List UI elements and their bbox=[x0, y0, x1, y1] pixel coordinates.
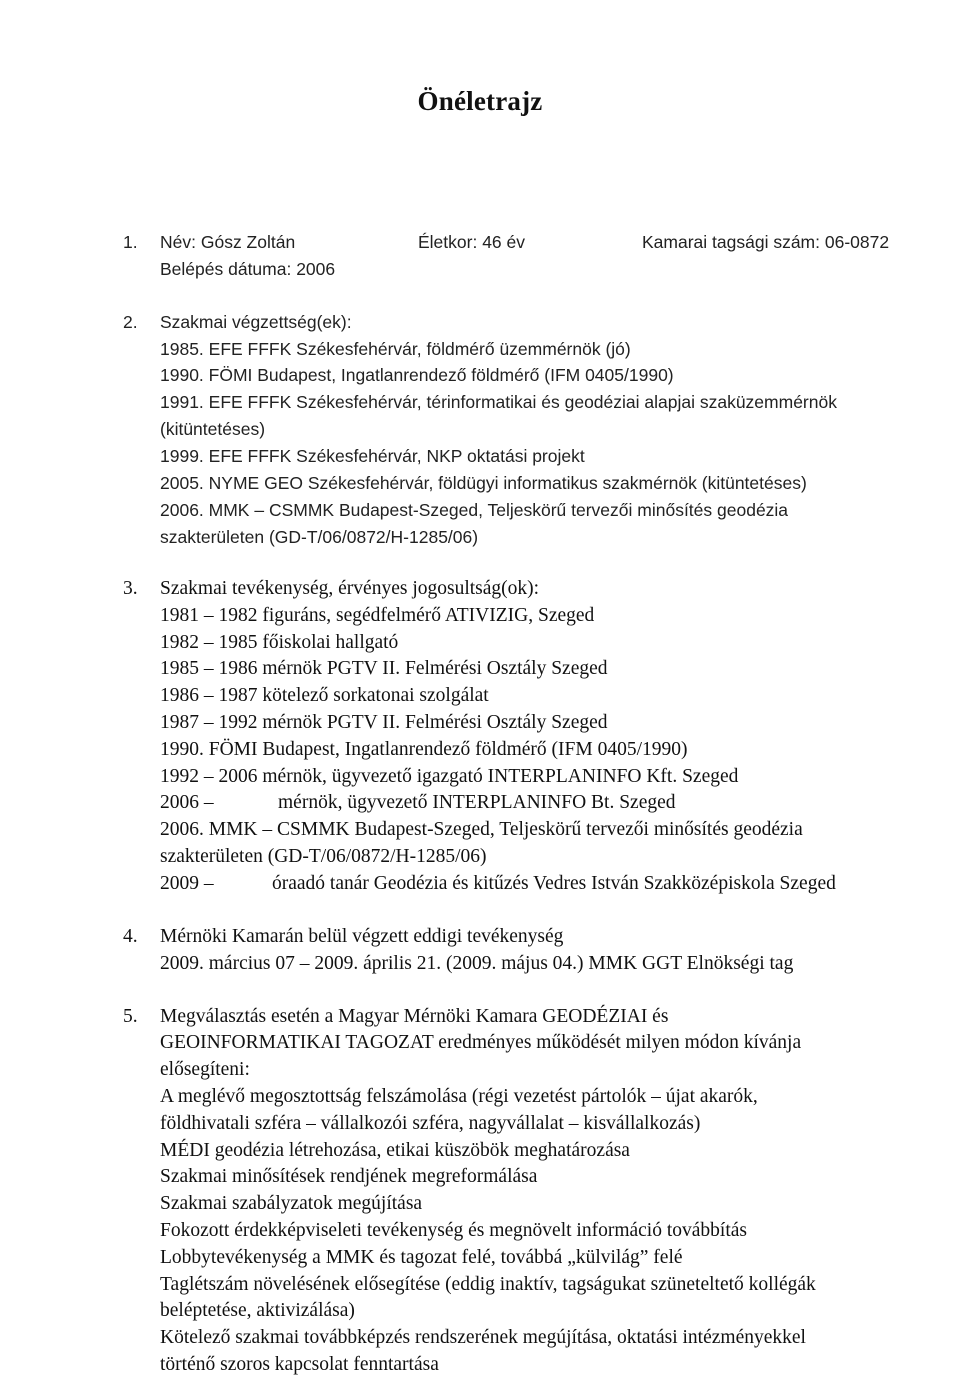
member-number-field: Kamarai tagsági szám: 06-0872 bbox=[642, 232, 890, 252]
list-item: szakterületen (GD-T/06/0872/H-1285/06) bbox=[160, 846, 487, 867]
list-item bbox=[160, 790, 676, 816]
list-item: beléptetése, aktivizálása) bbox=[160, 1300, 355, 1321]
list-item: 2005. NYME GEO Székesfehérvár, földügyi informatikus szakmérnök (kitüntetéses) bbox=[160, 473, 807, 493]
list-item: 2009. március 07 – 2009. április 21. (2009. május 04.) MMK GGT Elnökségi tag bbox=[160, 953, 794, 974]
join-date-field: Belépés dátuma: 2006 bbox=[160, 259, 336, 279]
page-title: Önéletrajz bbox=[417, 86, 543, 116]
list-item: Szakmai minősítések rendjének megreformálása bbox=[160, 1166, 538, 1187]
list-item: 1990. FÖMI Budapest, Ingatlanrendező földmérő (IFM 0405/1990) bbox=[160, 739, 688, 760]
list-item: A meglévő megosztottság felszámolása (régi vezetést pártolók – újat akarók, bbox=[160, 1086, 758, 1107]
section-1-number: 1. bbox=[123, 232, 138, 252]
age-field: Életkor: 46 év bbox=[418, 232, 525, 252]
list-item: elősegíteni: bbox=[160, 1059, 250, 1080]
list-item: 1991. EFE FFFK Székesfehérvár, térinformatikai és geodéziai alapjai szaküzemmérnök bbox=[160, 392, 837, 412]
year-range: 2009 – bbox=[160, 873, 214, 894]
list-item: 1985. EFE FFFK Székesfehérvár, földmérő üzemmérnök (jó) bbox=[160, 339, 631, 359]
list-item: 1982 – 1985 főiskolai hallgató bbox=[160, 632, 399, 653]
section-4-number: 4. bbox=[123, 926, 138, 947]
list-item: (kitüntetéses) bbox=[160, 419, 266, 439]
section-5-heading: Megválasztás esetén a Magyar Mérnöki Kamara GEODÉZIAI és bbox=[160, 1006, 669, 1027]
list-item: 1987 – 1992 mérnök PGTV II. Felmérési Osztály Szeged bbox=[160, 712, 608, 733]
list-item: szakterületen (GD-T/06/0872/H-1285/06) bbox=[160, 527, 479, 547]
list-item: Fokozott érdekképviseleti tevékenység és megnövelt információ továbbítás bbox=[160, 1220, 747, 1241]
activity-text: óraadó tanár Geodézia és kitűzés Vedres István Szakközépiskola Szeged bbox=[272, 873, 836, 894]
section-5-number: 5. bbox=[123, 1006, 138, 1027]
list-item: történő szoros kapcsolat fenntartása bbox=[160, 1354, 439, 1375]
list-item: Szakmai szabályzatok megújítása bbox=[160, 1193, 423, 1214]
list-item: 1981 – 1982 figuráns, segédfelmérő ATIVIZIG, Szeged bbox=[160, 605, 595, 626]
section-2-number: 2. bbox=[123, 312, 138, 332]
section-4-heading: Mérnöki Kamarán belül végzett eddigi tevékenység bbox=[160, 926, 564, 947]
list-item: 2006. MMK – CSMMK Budapest-Szeged, Teljeskörű tervezői minősítés geodézia bbox=[160, 819, 803, 840]
list-item: 1990. FÖMI Budapest, Ingatlanrendező földmérő (IFM 0405/1990) bbox=[160, 365, 674, 385]
list-item: 1992 – 2006 mérnök, ügyvezető igazgató INTERPLANINFO Kft. Szeged bbox=[160, 766, 739, 787]
list-item: Kötelező szakmai továbbképzés rendszerének megújítása, oktatási intézményekkel bbox=[160, 1327, 806, 1348]
list-item bbox=[160, 871, 836, 897]
name-field: Név: Gósz Zoltán bbox=[160, 232, 296, 252]
section-3-number: 3. bbox=[123, 578, 138, 599]
list-item: 2006. MMK – CSMMK Budapest-Szeged, Teljeskörű tervezői minősítés geodézia bbox=[160, 500, 789, 520]
list-item: földhivatali szféra – vállalkozói szféra, nagyvállalat – kisvállalkozás) bbox=[160, 1113, 701, 1134]
section-3-heading: Szakmai tevékenység, érvényes jogosultság(ok): bbox=[160, 578, 540, 599]
list-item: 1999. EFE FFFK Székesfehérvár, NKP oktatási projekt bbox=[160, 446, 585, 466]
section-2-heading: Szakmai végzettség(ek): bbox=[160, 312, 352, 332]
activity-text: mérnök, ügyvezető INTERPLANINFO Bt. Szeged bbox=[278, 792, 676, 813]
list-item: Lobbytevékenység a MMK és tagozat felé, továbbá „külvilág” felé bbox=[160, 1247, 683, 1268]
list-item: 1986 – 1987 kötelező sorkatonai szolgálat bbox=[160, 685, 489, 706]
list-item: Taglétszám növelésének elősegítése (eddig inaktív, tagságukat szüneteltető kollégák bbox=[160, 1274, 816, 1295]
list-item: MÉDI geodézia létrehozása, etikai küszöbök meghatározása bbox=[160, 1140, 630, 1161]
list-item: 1985 – 1986 mérnök PGTV II. Felmérési Osztály Szeged bbox=[160, 658, 608, 679]
list-item: GEOINFORMATIKAI TAGOZAT eredményes működését milyen módon kívánja bbox=[160, 1032, 802, 1053]
year-range: 2006 – bbox=[160, 792, 214, 813]
